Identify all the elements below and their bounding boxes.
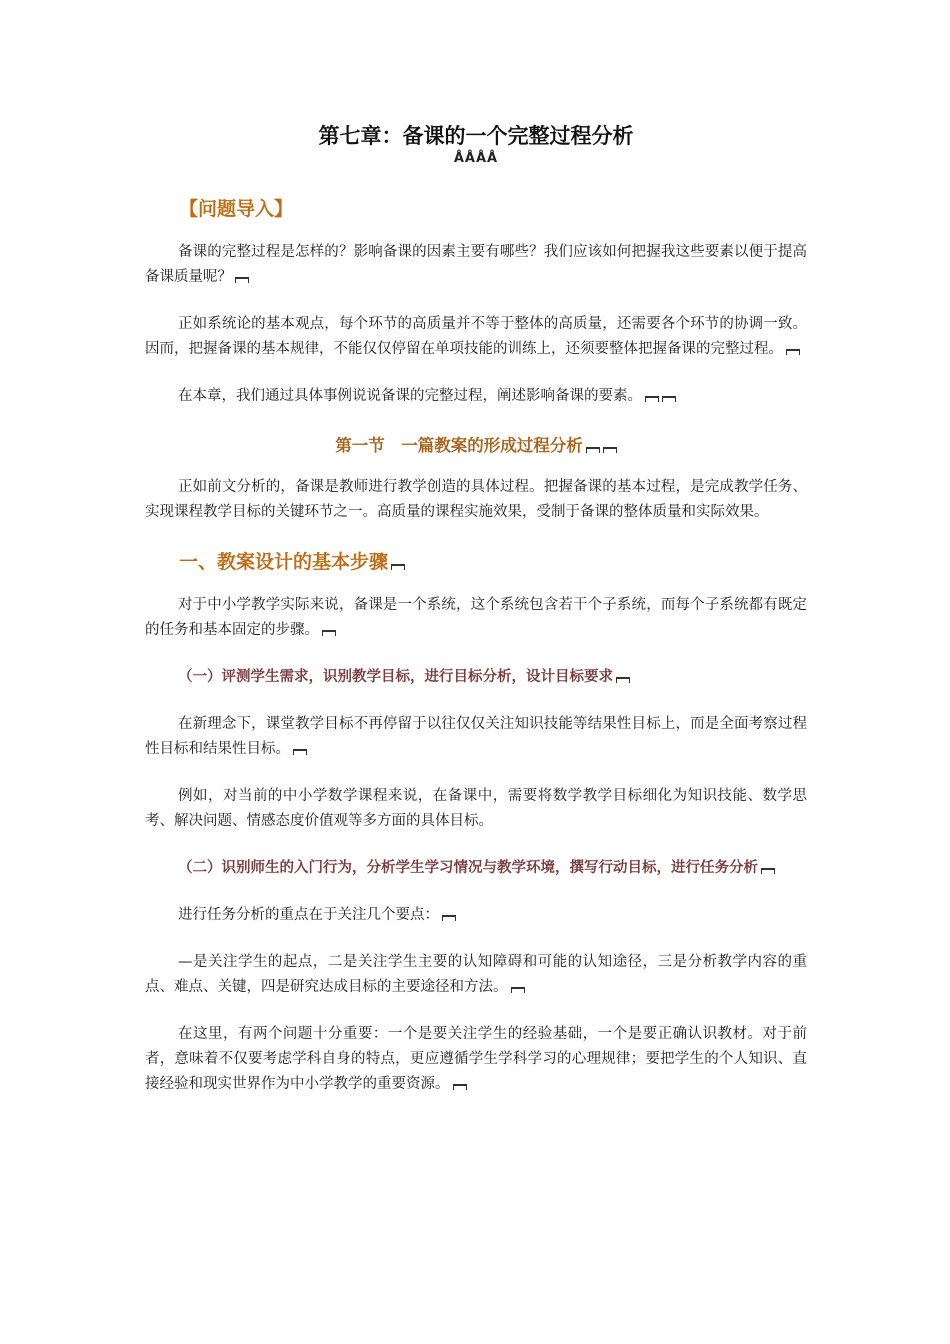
part-1-heading: 一、教案设计的基本步骤 [179, 547, 807, 577]
paragraph-mark-icon [322, 630, 336, 636]
paragraph-mark-icon [586, 447, 600, 453]
paragraph-mark-icon [616, 677, 630, 683]
intro-heading: 【问题导入】 [179, 198, 294, 220]
paragraph-mark-icon [662, 396, 676, 402]
paragraph-mark-icon [786, 349, 800, 355]
document-page [145, 120, 807, 1119]
subsection-2-paragraph-2: —是关注学生的起点，二是关注学生主要的认知障碍和可能的认知途径，三是分析教学内容的重点、难点、关键，四是研究达成目标的主要途径和方法。 [145, 954, 807, 995]
paragraph-mark-icon [453, 1084, 467, 1090]
subsection-1-heading: （一）评测学生需求，识别教学目标，进行目标分析，设计目标要求 [145, 665, 807, 690]
subsection-2-paragraph-3: 在这里，有两个问题十分重要：一个是要关注学生的经验基础，一个是要正确认识教材。对于前者，意味着不仅要考虑学科自身的特点，更应遵循学生学科学习的心理规律；要把学生的个人知识、直接经验和现实世界作为中小学教学的重要资源。 [145, 1026, 807, 1092]
intro-paragraph-3: 在本章，我们通过具体事例说说备课的完整过程，阐述影响备课的要素。 [145, 384, 807, 409]
paragraph-mark-icon [391, 564, 405, 570]
paragraph-mark-icon [511, 987, 525, 993]
intro-paragraph-2: 正如系统论的基本观点，每个环节的高质量并不等于整体的高质量，还需要各个环节的协调一致。因而，把握备课的基本规律，不能仅仅停留在单项技能的训练上，还须要整体把握备课的完整过程。 [145, 316, 807, 357]
paragraph-mark-icon [293, 749, 307, 755]
paragraph-mark-icon [645, 396, 659, 402]
chapter-title: 第七章：备课的一个完整过程分析 [318, 124, 634, 148]
subsection-1-paragraph-2: 例如，对当前的中小学数学课程来说，在备课中，需要将数学教学目标细化为知识技能、数学思考、解决问题、情感态度价值观等多方面的具体目标。 [145, 788, 807, 829]
paragraph-mark-icon [235, 277, 249, 283]
subsection-2-paragraph-1: 进行任务分析的重点在于关注几个要点： [145, 903, 807, 928]
paragraph-mark-icon [761, 868, 775, 874]
section-1-heading: 第一节 一篇教案的形成过程分析 [145, 431, 807, 461]
subsection-2-heading: （二）识别师生的入门行为，分析学生学习情况与教学环境，撰写行动目标，进行任务分析 [145, 856, 807, 881]
chapter-subtitle: ÅÅÅÅ [453, 151, 499, 166]
part-1-paragraph-1: 对于中小学教学实际来说，备课是一个系统，这个系统包含若干个子系统，而每个子系统都有既定的任务和基本固定的步骤。 [145, 597, 807, 638]
subsection-1-paragraph-1: 在新理念下，课堂教学目标不再停留于以往仅仅关注知识技能等结果性目标上，而是全面考察过程性目标和结果性目标。 [145, 716, 807, 757]
paragraph-mark-icon [603, 447, 617, 453]
section-1-paragraph-1: 正如前文分析的，备课是教师进行教学创造的具体过程。把握备课的基本过程，是完成教学任务、实现课程教学目标的关键环节之一。高质量的课程实施效果，受制于备课的整体质量和实际效果。 [145, 479, 807, 520]
paragraph-mark-icon [442, 915, 456, 921]
intro-paragraph-1: 备课的完整过程是怎样的？影响备课的因素主要有哪些？我们应该如何把握我这些要素以便于提高备课质量呢？ [145, 244, 807, 285]
